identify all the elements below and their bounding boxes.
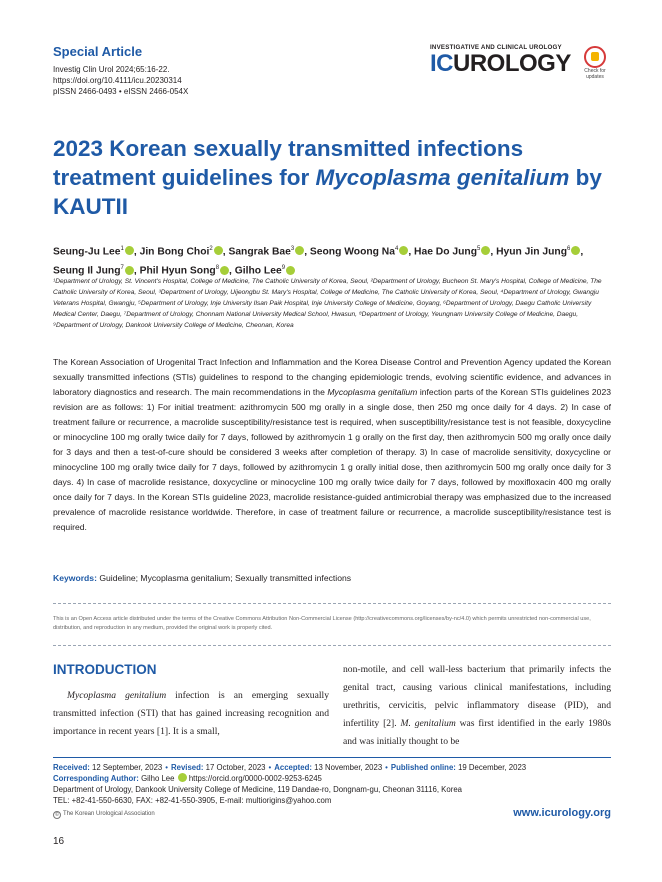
journal-short-name [430,51,575,77]
issn: pISSN 2466-0493 • eISSN 2466-054X [53,87,189,96]
keywords-text: Guideline; Mycoplasma genitalium; Sexually transmitted infections [99,573,352,583]
orcid-icon[interactable] [178,773,187,782]
orcid-icon[interactable] [125,246,134,255]
author: Seung Il Jung [53,265,121,277]
corresponding-author: Corresponding Author: Gilho Lee https://orcid.org/0000-0002-9253-6245 [53,774,322,783]
journal-urology: UROLOGY [453,50,571,77]
author: Seung-Ju Lee [53,246,121,258]
orcid-link[interactable]: https://orcid.org/0000-0002-9253-6245 [188,774,322,783]
license-text: This is an Open Access article distributed under the terms of the Creative Commons Attribution Non-Commercial License (http://creativecommons.org/licenses/by-nc/4.0) which permits unrestricted non-commercial use, distribution, and reproduction in any medium, provided the original work is properly cited. [53,616,591,631]
affiliations: ¹Department of Urology, St. Vincent's Hospital, College of Medicine, The Catholic University of Korea, Seoul, ²Department of Urology, Bucheon St. Mary's Hospital, College of Medicine, The Catholic University of Korea, Seoul, ³Department of Urology, Uijeongbu St. Mary's Hospital, College of Medicine, The Catholic University of Korea, Seoul, ⁴Department of Urology, Gwangju Veterans Hospital, Gwangju, ⁵Department of Urology, Inje University Ilsan Paik Hospital, Inje University College of Medicine, Goyang, ⁶Department of Urology, Daegu Catholic University Medical Center, Daegu, ⁷Department of Urology, Chonnam National University Medical School, Hwasun, ⁸Department of Urology, Yeungnam University College of Medicine, Daegu, ⁹Department of Urology, Dankook University College of Medicine, Cheonan, Korea [53,278,602,329]
orcid-icon[interactable] [214,246,223,255]
author: Gilho Lee [234,265,282,277]
keywords [53,573,611,583]
orcid-icon[interactable] [220,266,229,275]
orcid-icon[interactable] [125,266,134,275]
author: Sangrak Bae [228,246,291,258]
citation-block [53,64,188,97]
author: Hyun Jin Jung [496,246,567,258]
section-heading: INTRODUCTION [53,662,157,677]
article-footer [53,762,613,806]
journal-ic: IC [430,50,453,77]
title-italic: Mycoplasma genitalium [315,165,570,190]
doi-link[interactable]: https://doi.org/10.4111/icu.20230314 [53,76,182,85]
article-title: 2023 Korean sexually transmitted infections treatment guidelines for Mycoplasma genitalium by KAUTII [53,136,602,219]
footer-divider [53,757,611,758]
orcid-icon[interactable] [481,246,490,255]
divider [53,645,611,646]
dates-line: Received: 12 September, 2023 • Revised: 17 October, 2023 • Accepted: 13 November, 2023 • Published online: 19 December, 2023 [53,763,527,772]
author: Jin Bong Choi [139,246,210,258]
orcid-icon[interactable] [399,246,408,255]
copyright: © The Korean Urological Association [53,811,155,819]
bookmark-icon [584,46,606,68]
journal-website-link[interactable]: www.icurology.org [513,807,611,819]
author: Hae Do Jung [414,246,477,258]
badge-label: Check for updates [584,68,606,80]
page-number: 16 [53,836,65,847]
journal-full-name: INVESTIGATIVE AND CLINICAL UROLOGY [430,44,562,51]
orcid-icon[interactable] [286,266,295,275]
journal-logo [430,44,575,77]
citation: Investig Clin Urol 2024;65:16-22. [53,65,170,74]
orcid-icon[interactable] [295,246,304,255]
author-list: Seung-Ju Lee$^1$ , Jin Bong Choi$^2$ , Sangrak Bae$^3$ , Seong Woong Na$^4$ , Hae Do Jung$^5$ , Hyun Jin Jung$^6$ , Seung Il Jung$^7$ , Phil Hyun Song$^8$ , Gilho Lee$^9$ [53,246,584,277]
contact: TEL: +82-41-550-6630, FAX: +82-41-550-3905, E-mail: multiorigins@yahoo.com [53,796,332,805]
address: Department of Urology, Dankook University College of Medicine, 119 Dandae-ro, Dongnam-gu, Cheonan 31116, Korea [53,785,462,794]
abstract: The Korean Association of Urogenital Tract Infection and Inflammation and the Korea Disease Control and Prevention Agency updated the Korean sexually transmitted infections (STIs) guidelines to respond to the changing epidemiologic trends, evolving scientific evidence, and advances in laboratory diagnostics and research. The main recommendations in the Mycoplasma genitalium infection parts of the Korean STIs guidelines 2023 revision are as follows: 1) For initial treatment: azithromycin 500 mg orally in a single dose, then 250 mg once daily for 4 days. 2) In case of treatment failure or recurrence, a macrolide susceptibility/resistance test is required, when susceptibility/resistance test is not feasible, doxycycline or minocycline 100 mg orally twice daily for 7 days, followed by azithromycin 1 g orally on the first day, then azithromycin 500 mg orally once daily for 3 days and then a test-of-cure should be considered 3 weeks after completion of therapy. 3) In case of macrolide sensitivity, doxycycline or minocycline 100 mg orally twice daily for 7 days, followed by azithromycin 1 g orally initial dose, then azithromycin 500 mg orally once daily for 3 days. 4) In case of macrolide resistance, doxycycline or minocycline 100 mg orally twice daily for 7 days, followed by moxifloxacin 400 mg orally once daily for 7 days. In the Korean STIs guideline 2023, macrolide resistance-guided antimicrobial therapy was emphasized due to the increased prevalence of macrolide resistance worldwide. Therefore, in case of treatment failure or recurrence, a macrolide susceptibility/resistance test is required. [53,357,612,532]
body-column-right: non-motile, and cell wall-less bacterium that primarily infects the genital tract, causing various clinical manifestations, including urethritis, cervicitis, pelvic inflammatory disease (PID), and infertility [2]. M. genitalium was first identified in the early 1980s and was initially thought to be [343,664,611,747]
copyright-icon: © [53,811,61,819]
check-for-updates-badge[interactable] [580,46,610,80]
keywords-label: Keywords: [53,573,97,583]
orcid-icon[interactable] [571,246,580,255]
author: Phil Hyun Song [139,265,216,277]
divider [53,603,611,604]
body-column-left: Mycoplasma genitalium infection is an emerging sexually transmitted infection (STI) that has gained increasing recognition and importance in recent years [1]. It is a small, [53,690,329,737]
author: Seong Woong Na [309,246,395,258]
article-type: Special Article [53,44,143,59]
